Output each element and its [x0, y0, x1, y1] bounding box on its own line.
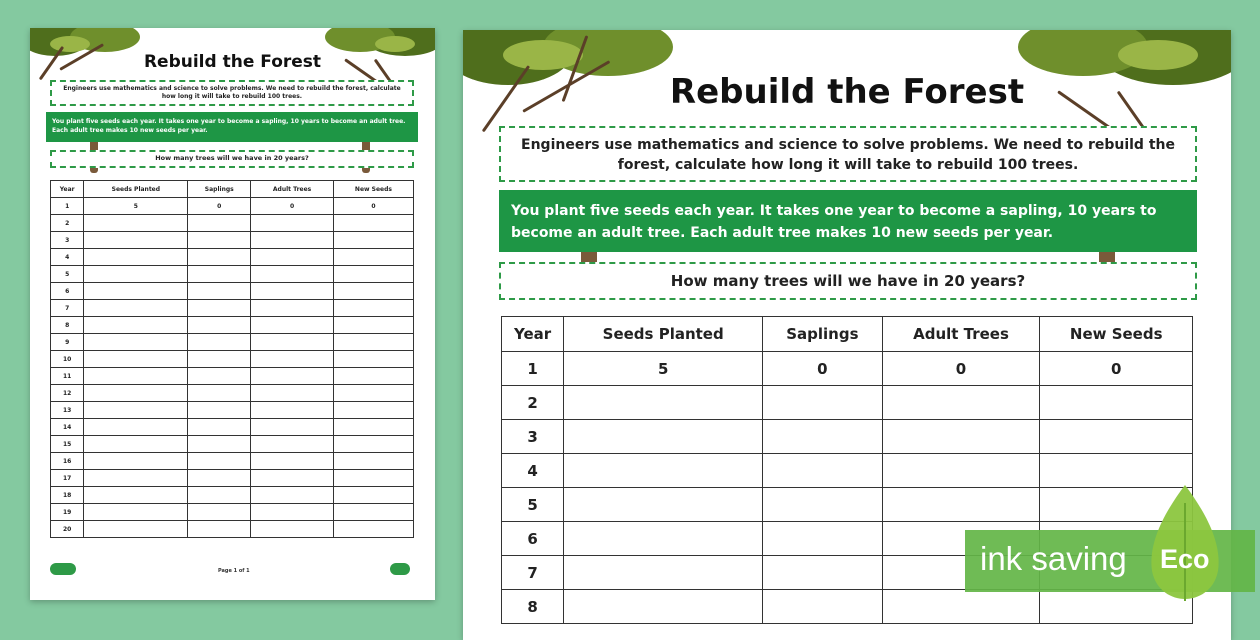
- table-cell[interactable]: [188, 453, 251, 470]
- year-cell: 8: [51, 317, 84, 334]
- year-cell: 2: [502, 386, 564, 420]
- table-cell[interactable]: [84, 266, 188, 283]
- year-cell: 2: [51, 215, 84, 232]
- table-cell[interactable]: [564, 454, 763, 488]
- column-header: Seeds Planted: [84, 181, 188, 198]
- data-table-small: [50, 180, 414, 538]
- table-row: [51, 487, 414, 504]
- table-cell[interactable]: [333, 300, 413, 317]
- column-header: Saplings: [763, 317, 882, 352]
- table-cell[interactable]: [188, 504, 251, 521]
- year-cell: 15: [51, 436, 84, 453]
- table-row: [51, 470, 414, 487]
- column-header: Adult Trees: [882, 317, 1040, 352]
- table-cell[interactable]: [763, 556, 882, 590]
- table-row: [51, 215, 414, 232]
- table-cell[interactable]: [333, 368, 413, 385]
- table-cell[interactable]: [763, 488, 882, 522]
- table-cell[interactable]: [84, 487, 188, 504]
- table-cell[interactable]: [188, 317, 251, 334]
- year-cell: 13: [51, 402, 84, 419]
- table-cell[interactable]: [251, 215, 334, 232]
- table-cell[interactable]: [333, 436, 413, 453]
- table-cell[interactable]: [333, 385, 413, 402]
- question-box: How many trees will we have in 20 years?: [499, 262, 1197, 300]
- table-row: [51, 521, 414, 538]
- column-header: Adult Trees: [251, 181, 334, 198]
- table-cell[interactable]: [882, 454, 1040, 488]
- table-cell[interactable]: [188, 487, 251, 504]
- table-cell[interactable]: [84, 283, 188, 300]
- table-cell[interactable]: [84, 436, 188, 453]
- worksheet-preview-small: [30, 28, 435, 600]
- year-cell: 20: [51, 521, 84, 538]
- year-cell: 10: [51, 351, 84, 368]
- page-title: Rebuild the Forest: [669, 72, 1025, 112]
- table-cell[interactable]: [188, 419, 251, 436]
- table-row: [51, 317, 414, 334]
- table-cell[interactable]: [251, 470, 334, 487]
- table-row: [51, 232, 414, 249]
- year-cell: 19: [51, 504, 84, 521]
- table-cell[interactable]: [188, 368, 251, 385]
- table-cell[interactable]: [763, 522, 882, 556]
- table-row: [51, 453, 414, 470]
- table-cell[interactable]: [84, 521, 188, 538]
- table-row: [51, 198, 414, 215]
- table-cell[interactable]: [251, 351, 334, 368]
- table-cell[interactable]: [333, 521, 413, 538]
- table-cell[interactable]: [251, 453, 334, 470]
- intro-box: Engineers use mathematics and science to solve problems. We need to rebuild the forest, calculate how long it will take to rebuild 100 trees.: [499, 126, 1197, 182]
- table-cell[interactable]: [84, 232, 188, 249]
- table-row: [51, 249, 414, 266]
- year-cell: 1: [51, 198, 84, 215]
- table-cell[interactable]: [251, 385, 334, 402]
- table-row: [502, 454, 1193, 488]
- year-cell: 12: [51, 385, 84, 402]
- table-cell[interactable]: 0: [188, 198, 251, 215]
- table-cell[interactable]: [882, 590, 1040, 624]
- table-cell[interactable]: [1040, 420, 1193, 454]
- table-cell[interactable]: [84, 249, 188, 266]
- table-cell[interactable]: [333, 249, 413, 266]
- table-cell[interactable]: [251, 419, 334, 436]
- column-header: Saplings: [188, 181, 251, 198]
- year-cell: 18: [51, 487, 84, 504]
- table-cell[interactable]: [333, 215, 413, 232]
- year-cell: 1: [502, 352, 564, 386]
- year-cell: 9: [51, 334, 84, 351]
- table-row: [502, 386, 1193, 420]
- table-cell[interactable]: [564, 590, 763, 624]
- table-cell[interactable]: 0: [333, 198, 413, 215]
- table-cell[interactable]: [251, 334, 334, 351]
- table-cell[interactable]: [188, 334, 251, 351]
- table-cell[interactable]: [251, 317, 334, 334]
- eco-label: Eco: [1160, 544, 1210, 574]
- table-row: [51, 385, 414, 402]
- table-cell[interactable]: [333, 402, 413, 419]
- table-cell[interactable]: [251, 368, 334, 385]
- year-cell: 5: [51, 266, 84, 283]
- table-cell[interactable]: [333, 334, 413, 351]
- instructions-box: You plant five seeds each year. It takes one year to become a sapling, 10 years to become an adult tree. Each adult tree makes 10 new seeds per year.: [499, 190, 1197, 252]
- table-cell[interactable]: 0: [1040, 352, 1193, 386]
- table-cell[interactable]: [564, 522, 763, 556]
- table-cell[interactable]: [763, 386, 882, 420]
- table-row: [51, 283, 414, 300]
- year-cell: 16: [51, 453, 84, 470]
- table-cell[interactable]: [84, 317, 188, 334]
- table-cell[interactable]: [882, 488, 1040, 522]
- table-cell[interactable]: [251, 300, 334, 317]
- table-row: [51, 368, 414, 385]
- table-row: [51, 266, 414, 283]
- year-cell: 3: [51, 232, 84, 249]
- year-cell: 4: [502, 454, 564, 488]
- table-row: [51, 436, 414, 453]
- table-cell[interactable]: [333, 317, 413, 334]
- table-cell[interactable]: [188, 300, 251, 317]
- table-cell[interactable]: [188, 402, 251, 419]
- table-cell[interactable]: [333, 351, 413, 368]
- table-cell[interactable]: [763, 590, 882, 624]
- table-header-row: [502, 317, 1193, 352]
- table-cell[interactable]: [882, 386, 1040, 420]
- table-row: [502, 420, 1193, 454]
- table-cell[interactable]: [251, 402, 334, 419]
- year-cell: 4: [51, 249, 84, 266]
- year-cell: 6: [502, 522, 564, 556]
- column-header: Year: [51, 181, 84, 198]
- intro-box: Engineers use mathematics and science to solve problems. We need to rebuild the forest, calculate how long it will take to rebuild 100 trees.: [50, 80, 414, 106]
- table-cell[interactable]: [188, 385, 251, 402]
- table-cell[interactable]: [251, 283, 334, 300]
- ink-saving-text: ink saving: [980, 540, 1127, 577]
- table-cell[interactable]: [188, 436, 251, 453]
- table-cell[interactable]: [188, 521, 251, 538]
- table-cell[interactable]: [188, 215, 251, 232]
- table-cell[interactable]: 0: [251, 198, 334, 215]
- table-cell[interactable]: [333, 232, 413, 249]
- year-cell: 7: [51, 300, 84, 317]
- table-cell[interactable]: [251, 249, 334, 266]
- column-header: New Seeds: [333, 181, 413, 198]
- table-cell[interactable]: [333, 470, 413, 487]
- brand-logo-right: [390, 563, 410, 575]
- table-cell[interactable]: [84, 300, 188, 317]
- table-row: [51, 419, 414, 436]
- brand-logo: [50, 563, 76, 575]
- table-cell[interactable]: [763, 420, 882, 454]
- table-cell[interactable]: [84, 419, 188, 436]
- table-cell[interactable]: [188, 470, 251, 487]
- table-cell[interactable]: [333, 266, 413, 283]
- table-cell[interactable]: 0: [882, 352, 1040, 386]
- year-cell: 3: [502, 420, 564, 454]
- table-cell[interactable]: [333, 419, 413, 436]
- table-cell[interactable]: [84, 402, 188, 419]
- table-cell[interactable]: [84, 368, 188, 385]
- table-cell[interactable]: [84, 504, 188, 521]
- table-cell[interactable]: [251, 436, 334, 453]
- table-row: [51, 504, 414, 521]
- table-cell[interactable]: [564, 556, 763, 590]
- table-row: [502, 352, 1193, 386]
- table-row: [51, 334, 414, 351]
- table-cell[interactable]: [84, 470, 188, 487]
- year-cell: 11: [51, 368, 84, 385]
- table-cell[interactable]: [84, 215, 188, 232]
- page-title: Rebuild the Forest: [143, 52, 322, 72]
- table-row: [502, 590, 1193, 624]
- table-cell[interactable]: [564, 386, 763, 420]
- column-header: Seeds Planted: [564, 317, 763, 352]
- year-cell: 8: [502, 590, 564, 624]
- table-cell[interactable]: [188, 283, 251, 300]
- table-cell[interactable]: [84, 351, 188, 368]
- table-cell[interactable]: [333, 487, 413, 504]
- table-cell[interactable]: [84, 385, 188, 402]
- year-cell: 17: [51, 470, 84, 487]
- table-row: [51, 300, 414, 317]
- table-cell[interactable]: [188, 232, 251, 249]
- table-header-row: [51, 181, 414, 198]
- table-cell[interactable]: [763, 454, 882, 488]
- table-row: [502, 488, 1193, 522]
- table-cell[interactable]: [251, 521, 334, 538]
- column-header: New Seeds: [1040, 317, 1193, 352]
- year-cell: 5: [502, 488, 564, 522]
- table-cell[interactable]: [251, 232, 334, 249]
- table-cell[interactable]: 0: [763, 352, 882, 386]
- table-cell[interactable]: 5: [564, 352, 763, 386]
- table-cell[interactable]: [188, 351, 251, 368]
- question-box: How many trees will we have in 20 years?: [50, 150, 414, 168]
- table-cell[interactable]: [333, 453, 413, 470]
- page-number: Page 1 of 1: [218, 568, 250, 574]
- table-row: [51, 402, 414, 419]
- table-row: [51, 351, 414, 368]
- table-cell[interactable]: [564, 488, 763, 522]
- table-cell[interactable]: [84, 453, 188, 470]
- table-cell[interactable]: [882, 420, 1040, 454]
- year-cell: 14: [51, 419, 84, 436]
- table-cell[interactable]: [251, 504, 334, 521]
- leaf-icon: [1146, 483, 1224, 603]
- table-cell[interactable]: [188, 266, 251, 283]
- year-cell: 6: [51, 283, 84, 300]
- table-cell[interactable]: [333, 283, 413, 300]
- table-cell[interactable]: [84, 334, 188, 351]
- table-cell[interactable]: [564, 420, 763, 454]
- table-cell[interactable]: 5: [84, 198, 188, 215]
- table-cell[interactable]: [333, 504, 413, 521]
- year-cell: 7: [502, 556, 564, 590]
- table-cell[interactable]: [251, 266, 334, 283]
- instructions-box: You plant five seeds each year. It takes one year to become a sapling, 10 years to become an adult tree. Each adult tree makes 10 new seeds per year.: [46, 112, 418, 142]
- column-header: Year: [502, 317, 564, 352]
- table-cell[interactable]: [188, 249, 251, 266]
- table-cell[interactable]: [251, 487, 334, 504]
- table-cell[interactable]: [1040, 386, 1193, 420]
